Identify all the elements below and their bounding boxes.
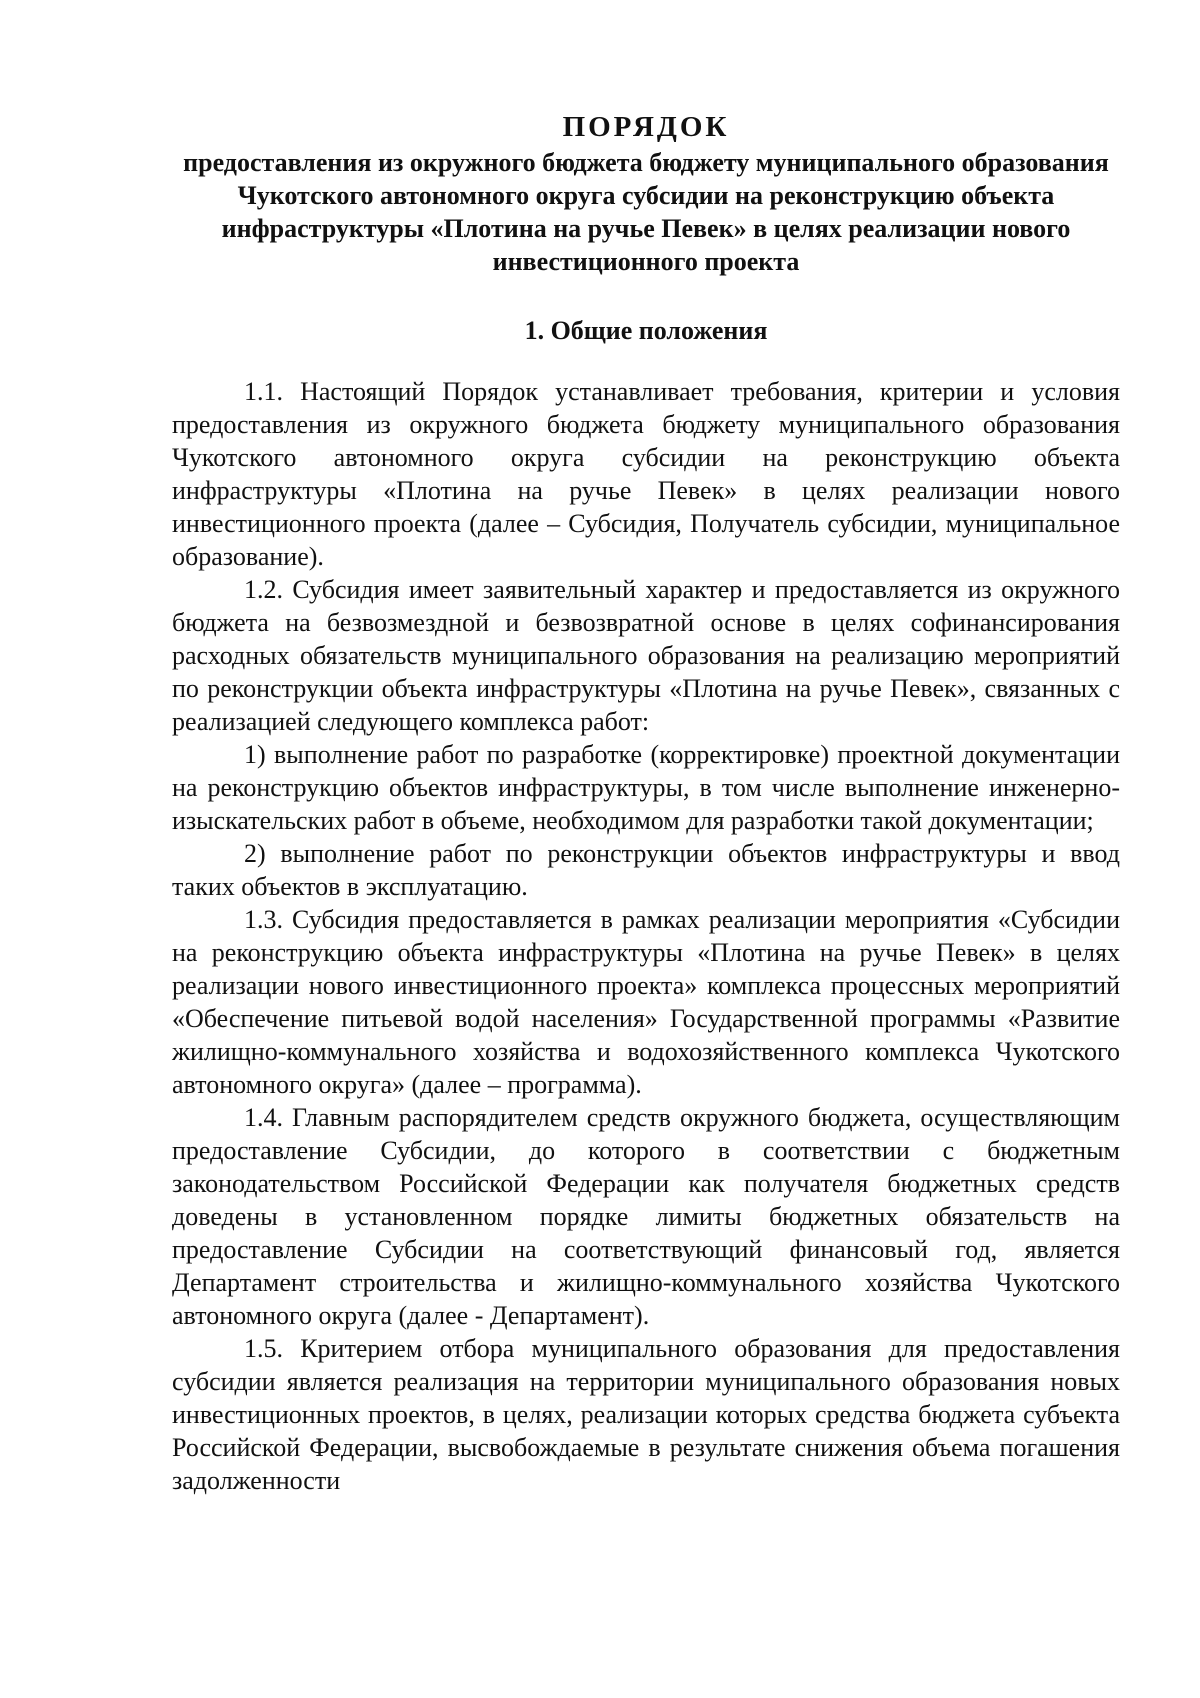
paragraph-1-2: 1.2. Субсидия имеет заявительный характер и предоставляется из окружного бюджета на безвозмездной и безвозвратной основе в целях софинансирования расходных обязательств муниципального образования на реализацию мероприятий по реконструкции объекта инфраструктуры «Плотина на ручье Певек», связанных с реализацией следующего комплекса работ: <box>172 575 1120 736</box>
list-item-1: 1) выполнение работ по разработке (корректировке) проектной документации на реконструкцию объектов инфраструктуры, в том числе выполнение инженерно-изыскательских работ в объеме, необходимом для разработки такой документации; <box>172 740 1120 835</box>
document-subtitle: предоставления из окружного бюджета бюджету муниципального образования Чукотского автономного округа субсидии на реконструкцию объекта инфраструктуры «Плотина на ручье Певек» в целях реализации нового инвестиционного проекта <box>183 148 1109 276</box>
section-heading: 1. Общие положения <box>524 316 768 345</box>
document-page <box>172 108 1120 1497</box>
document-title: ПОРЯДОК <box>562 111 730 143</box>
paragraph-1-1: 1.1. Настоящий Порядок устанавливает требования, критерии и условия предоставления из окружного бюджета бюджету муниципального образования Чукотского автономного округа субсидии на реконструкцию объекта инфраструктуры «Плотина на ручье Певек» в целях реализации нового инвестиционного проекта (далее – Субсидия, Получатель субсидии, муниципальное образование). <box>172 377 1120 571</box>
list-item-2: 2) выполнение работ по реконструкции объектов инфраструктуры и ввод таких объектов в эксплуатацию. <box>172 839 1120 901</box>
paragraph-1-3: 1.3. Субсидия предоставляется в рамках реализации мероприятия «Субсидии на реконструкцию объекта инфраструктуры «Плотина на ручье Певек» в целях реализации нового инвестиционного проекта» комплекса процессных мероприятий «Обеспечение питьевой водой населения» Государственной программы «Развитие жилищно-коммунального хозяйства и водохозяйственного комплекса Чукотского автономного округа» (далее – программа). <box>172 905 1120 1099</box>
paragraph-1-5: 1.5. Критерием отбора муниципального образования для предоставления субсидии является реализация на территории муниципального образования новых инвестиционных проектов, в целях, реализации которых средства бюджета субъекта Российской Федерации, высвобождаемые в результате снижения объема погашения задолженности <box>172 1334 1120 1495</box>
paragraph-1-4: 1.4. Главным распорядителем средств окружного бюджета, осуществляющим предоставление Субсидии, до которого в соответствии с бюджетным законодательством Российской Федерации как получателя бюджетных средств доведены в установленном порядке лимиты бюджетных обязательств на предоставление Субсидии на соответствующий финансовый год, является Департамент строительства и жилищно-коммунального хозяйства Чукотского автономного округа (далее - Департамент). <box>172 1103 1120 1330</box>
